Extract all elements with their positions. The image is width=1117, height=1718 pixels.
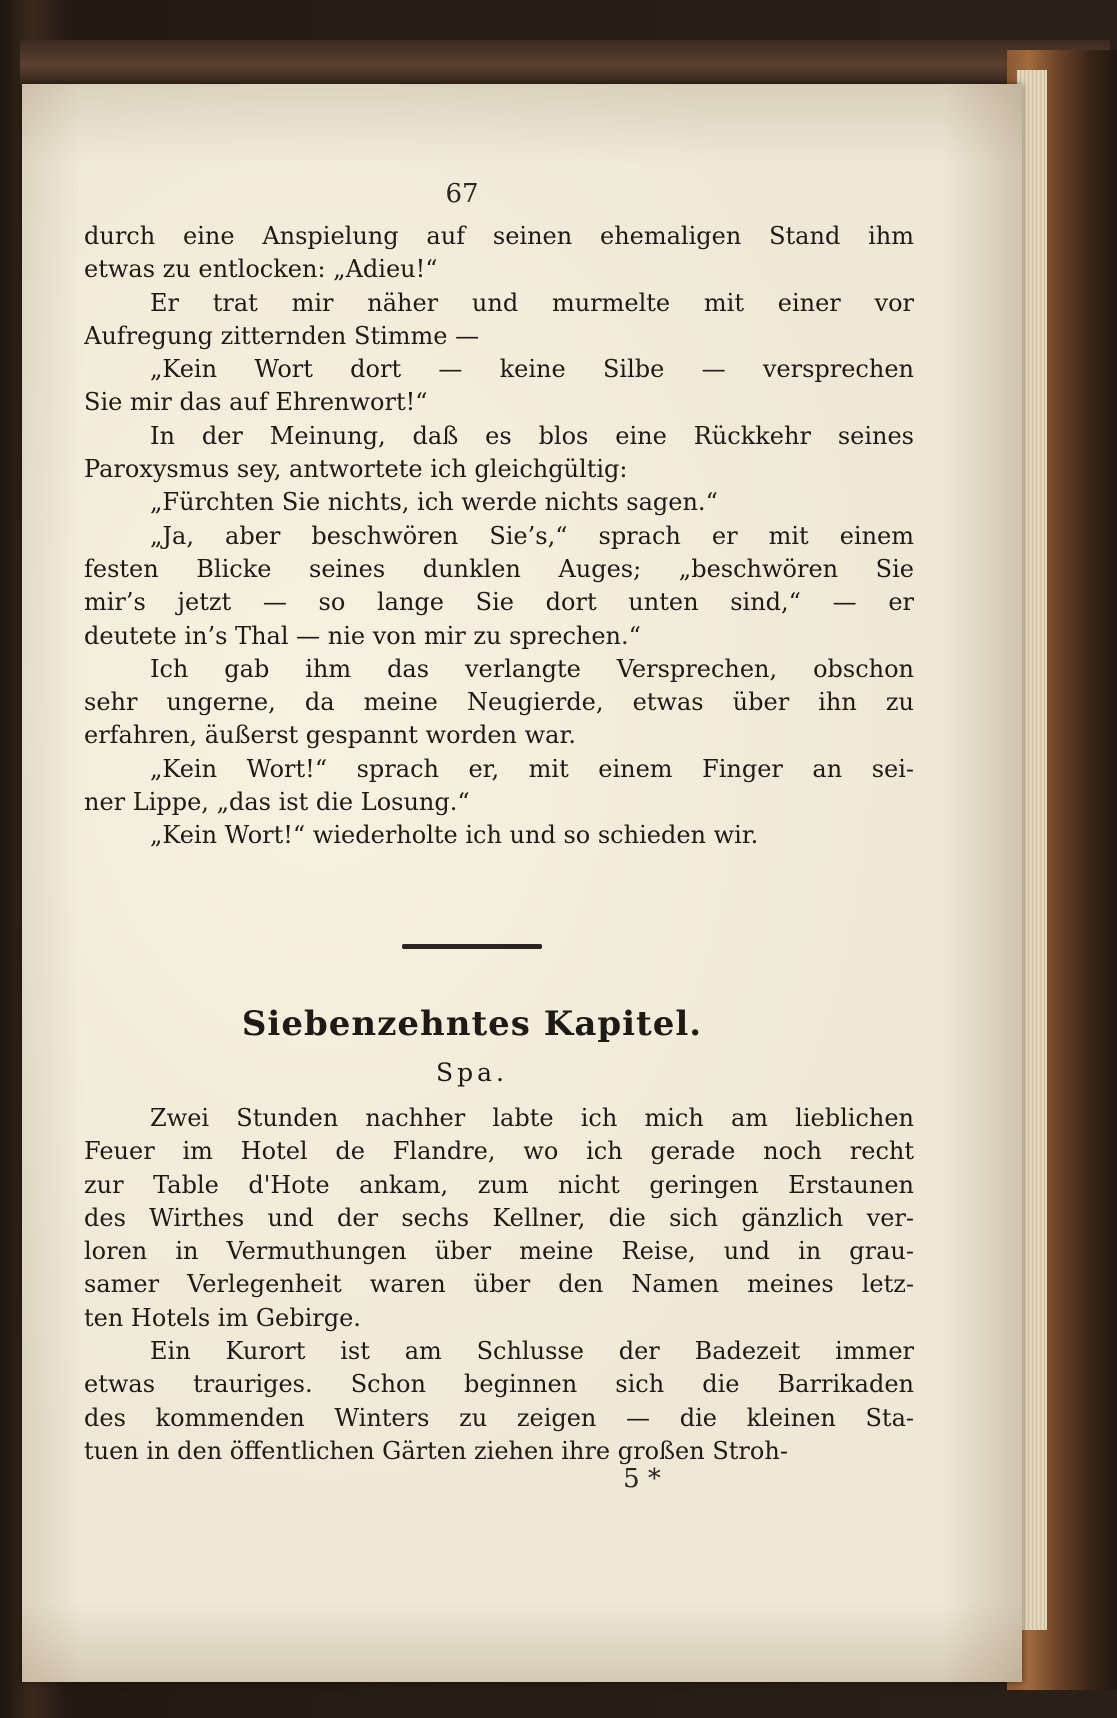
text-line: ner Lippe, „das ist die Losung.“ bbox=[84, 788, 470, 817]
text-line: sehr ungerne, da meine Neugierde, etwas über ihn zu bbox=[84, 688, 914, 717]
text-line: samer Verlegenheit waren über den Namen meines letz- bbox=[84, 1270, 914, 1299]
chapter-subtitle: Spa. bbox=[436, 1058, 508, 1087]
text-line: Ein Kurort ist am Schlusse der Badezeit immer bbox=[150, 1337, 914, 1366]
signature-mark: 5 * bbox=[623, 1464, 661, 1494]
text-line: des Wirthes und der sechs Kellner, die sich gänzlich ver- bbox=[84, 1203, 914, 1232]
text-block-top bbox=[84, 220, 914, 853]
text-line: mir’s jetzt — so lange Sie dort unten sind,“ — er bbox=[84, 588, 914, 617]
chapter-title: Siebenzehntes Kapitel. bbox=[241, 1004, 703, 1044]
text-line: tuen in den öffentlichen Gärten ziehen ihre großen Stroh- bbox=[84, 1436, 788, 1465]
text-line: Aufregung zitternden Stimme — bbox=[84, 321, 480, 350]
text-line: „Fürchten Sie nichts, ich werde nichts sagen.“ bbox=[150, 488, 718, 517]
text-line: Sie mir das auf Ehrenwort!“ bbox=[84, 388, 428, 417]
text-line: etwas zu entlocken: „Adieu!“ bbox=[84, 255, 438, 284]
text-line: des kommenden Winters zu zeigen — die kleinen Sta- bbox=[84, 1403, 914, 1432]
text-line: „Ja, aber beschwören Sie’s,“ sprach er mit einem bbox=[150, 521, 914, 550]
page-number: 67 bbox=[445, 179, 479, 209]
text-line: Paroxysmus sey, antwortete ich gleichgültig: bbox=[84, 455, 628, 484]
text-line: loren in Vermuthungen über meine Reise, und in grau- bbox=[84, 1237, 914, 1266]
text-line: Er trat mir näher und murmelte mit einer vor bbox=[150, 288, 914, 317]
text-block-bottom bbox=[84, 1102, 914, 1468]
text-line: Ich gab ihm das verlangte Versprechen, obschon bbox=[150, 654, 914, 683]
text-line: Zwei Stunden nachher labte ich mich am lieblichen bbox=[150, 1104, 914, 1132]
text-line: etwas trauriges. Schon beginnen sich die Barrikaden bbox=[84, 1370, 914, 1399]
text-line: „Kein Wort dort — keine Silbe — versprechen bbox=[150, 355, 914, 384]
text-line: „Kein Wort!“ wiederholte ich und so schieden wir. bbox=[150, 821, 759, 850]
text-line: festen Blicke seines dunklen Auges; „beschwören Sie bbox=[84, 554, 914, 583]
text-line: „Kein Wort!“ sprach er, mit einem Finger an sei- bbox=[150, 754, 914, 783]
section-divider bbox=[402, 944, 542, 949]
text-line: erfahren, äußerst gespannt worden war. bbox=[84, 721, 576, 750]
text-line: Feuer im Hotel de Flandre, wo ich gerade noch recht bbox=[84, 1137, 914, 1166]
text-line: durch eine Anspielung auf seinen ehemaligen Stand ihm bbox=[84, 222, 914, 250]
book-binding-top bbox=[20, 40, 1110, 90]
text-line: ten Hotels im Gebirge. bbox=[84, 1303, 361, 1332]
text-line: deutete in’s Thal — nie von mir zu sprechen.“ bbox=[84, 621, 641, 650]
text-line: In der Meinung, daß es blos eine Rückkehr seines bbox=[150, 421, 914, 450]
book-page bbox=[22, 84, 1022, 1682]
text-line: zur Table d'Hote ankam, zum nicht geringen Erstaunen bbox=[84, 1170, 914, 1199]
